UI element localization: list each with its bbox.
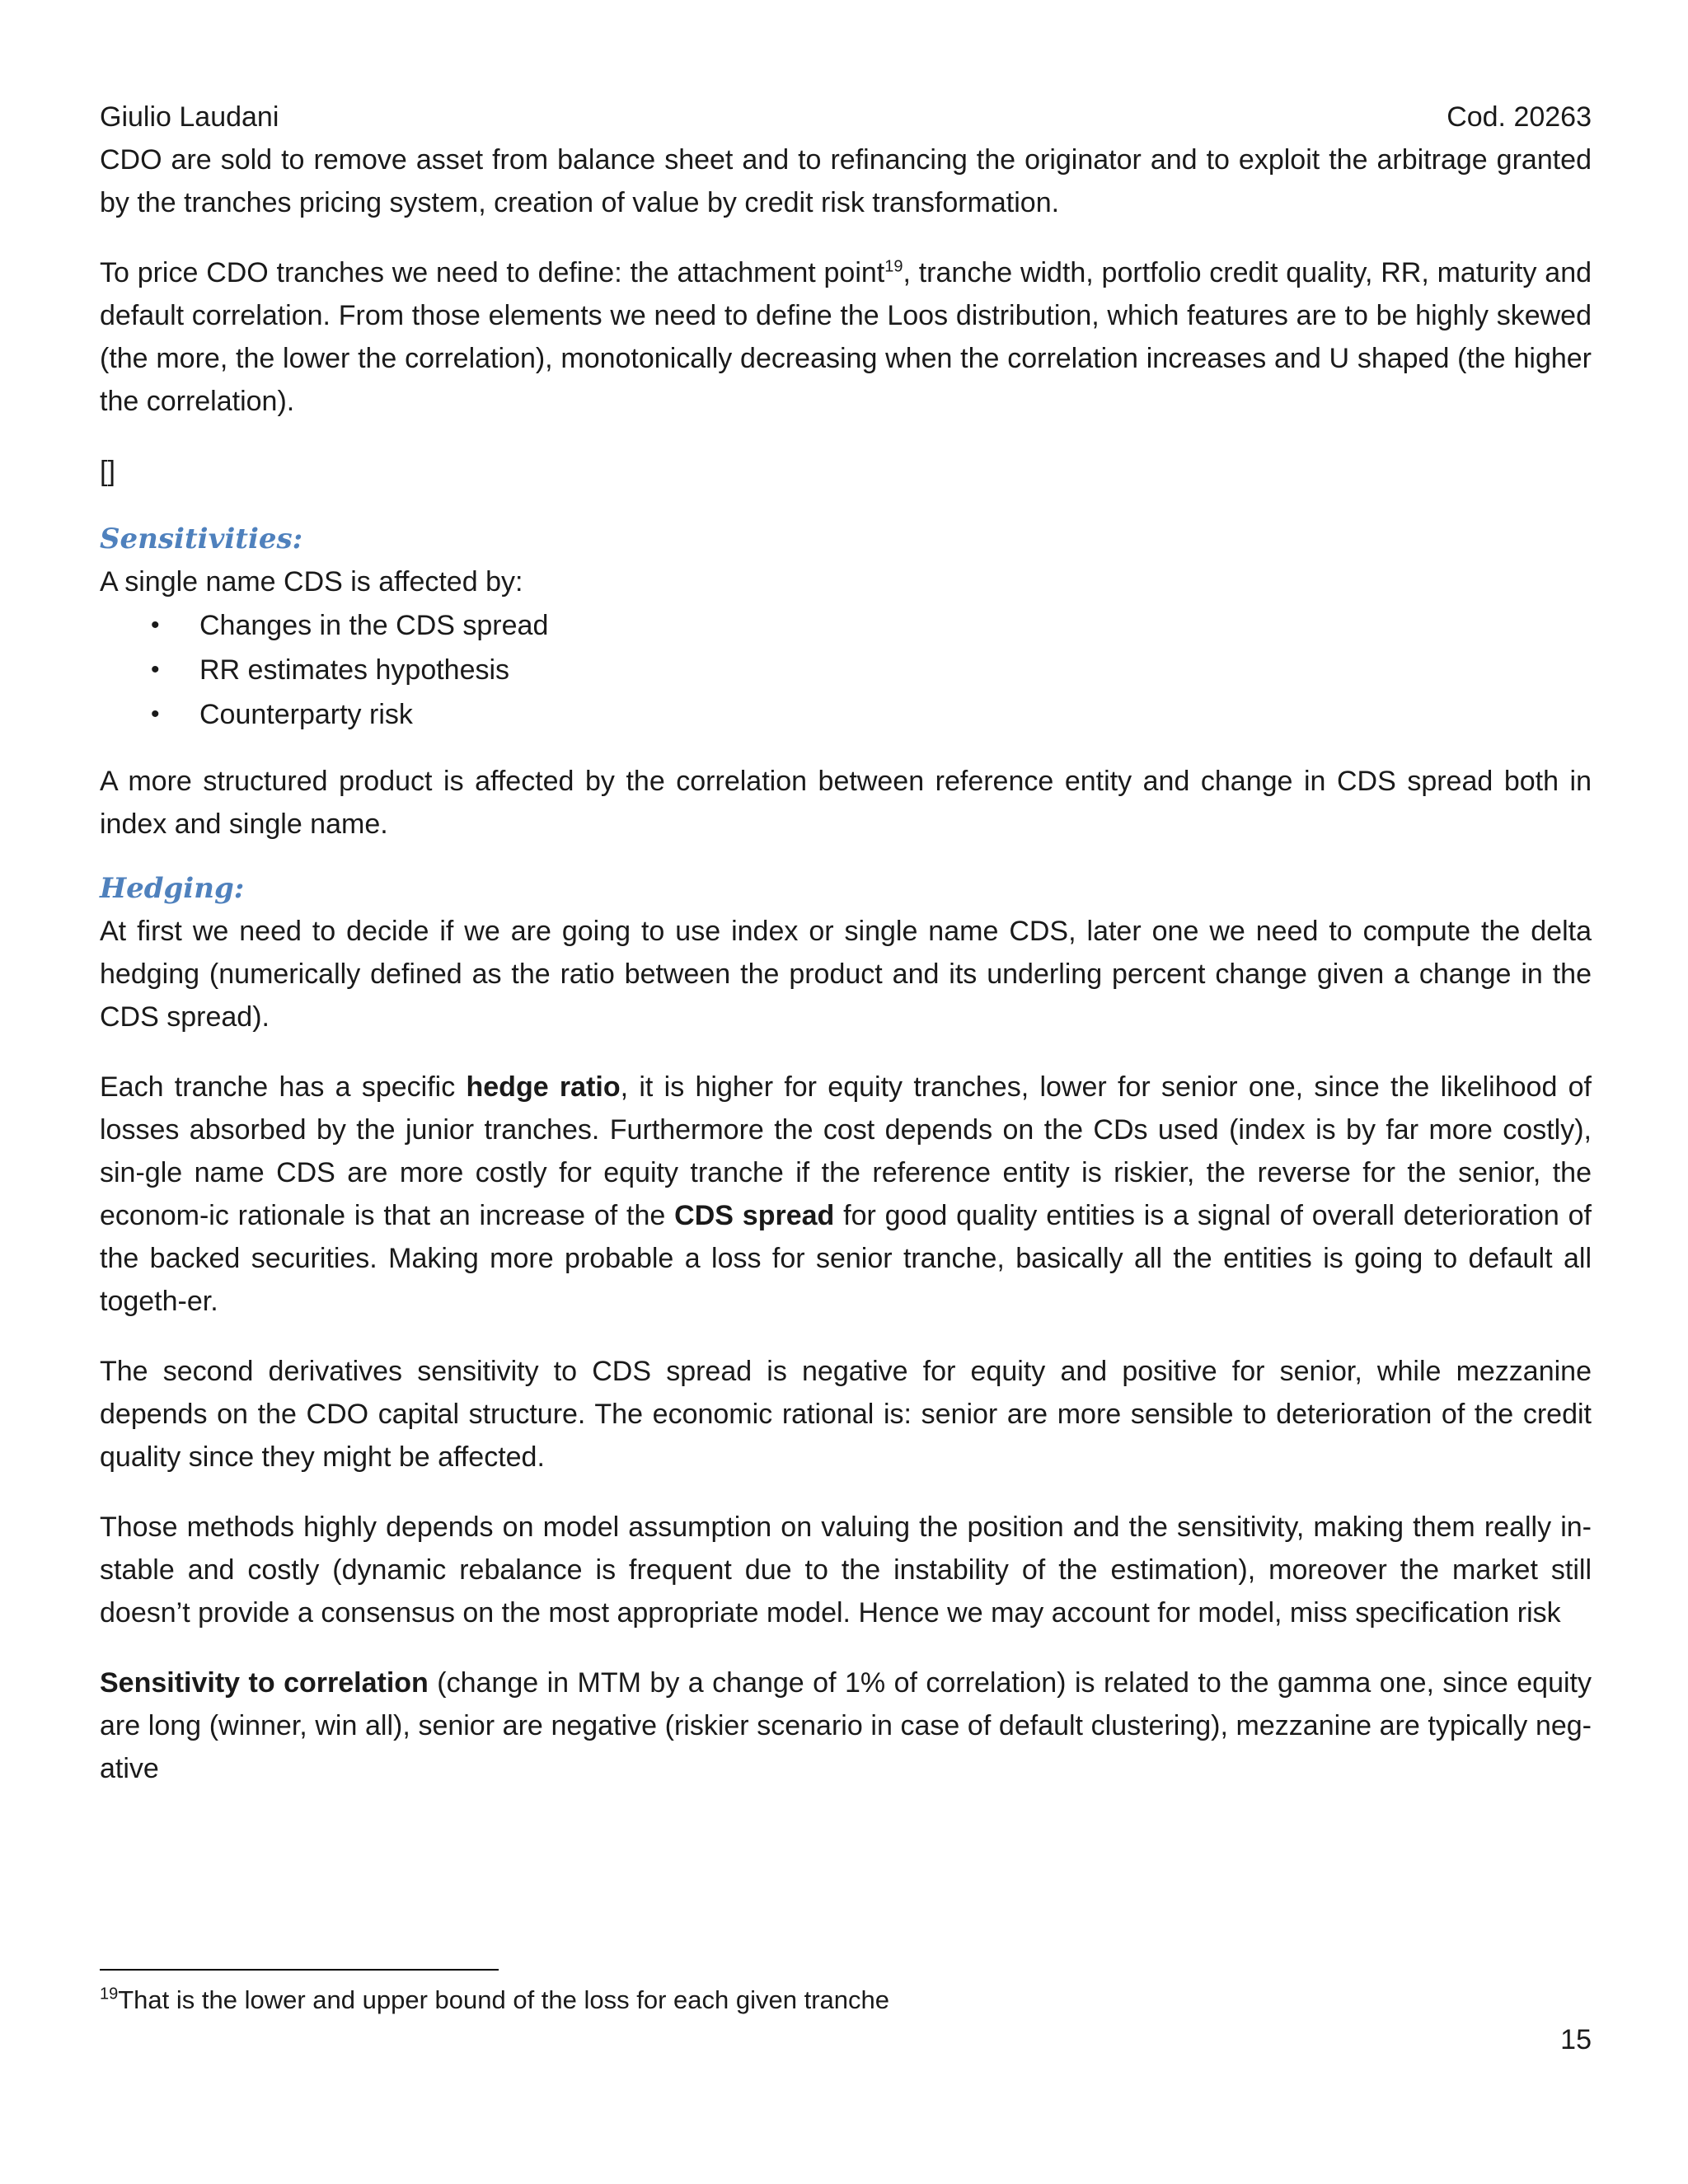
paragraph-structured-product: A more structured product is affected by the correlation between reference entity and change in CDS spread both in index and single name. [100,766,1592,840]
paragraph-placeholder: [] [100,456,115,487]
paragraph-cdo-purpose: CDO are sold to remove asset from balance sheet and to refinancing the originator and to exploit the arbitrage granted by the tranches pricing system, creation of value by credit risk transformation. [100,144,1592,218]
footnote-text: That is the lower and upper bound of the loss for each given tranche [118,1985,890,2014]
list-item: • RR estimates hypothesis [100,648,1592,692]
paragraph-pricing-b: , tranche width, portfolio credit quality, RR, maturity and default correlation. From those elements we need to define the Loos distribution, which features are to be highly skewed (the more, the lower the correlation), monotonically decreasing when the correlation increases and U shaped (the higher the correlation). [100,257,1592,417]
heading-hedging: Hedging: [100,872,245,905]
header-code: Cod. 20263 [1447,101,1592,133]
bold-sensitivity-correlation: Sensitivity to correlation [100,1667,429,1699]
sensitivities-intro: A single name CDS is affected by: [100,566,523,598]
header-author: Giulio Laudani [100,101,279,133]
text-run: , it is higher for equity tranches, lower for senior one, since the likelihood of losses absorbed by the junior tranches. Furthermore the cost depends on the CDs used (index is by far more costly), sin-gle name CDS are more costly for equity tranche if the reference entity is riskier, the reverse for the senior, the econom-ic rationale is that an increase of the [100,1071,1592,1231]
paragraph-hedge-ratio [100,1066,1592,1323]
page-number: 15 [1560,2024,1592,2055]
paragraph-second-derivative: The second derivatives sensitivity to CDS spread is negative for equity and positive for senior, while mezzanine depends on the CDO capital structure. The economic rational is: senior are more sensible to deterioration of the credit quality since they might be affected. [100,1356,1592,1473]
footnote-number: 19 [100,1985,119,2004]
footnote-ref: 19 [884,257,903,276]
paragraph-model-risk: Those methods highly depends on model assumption on valuing the position and the sensitivity, making them really in-stable and costly (dynamic rebalance is frequent due to the instability of the estimation), moreover the market still doesn’t provide a consensus on the most appropriate model. Hence we may account for model, miss specification risk [100,1511,1592,1629]
text-run: Each tranche has a specific [100,1071,467,1103]
paragraph-correlation [100,1661,1592,1790]
paragraph-pricing [100,251,1592,423]
list-item: • Changes in the CDS spread [100,603,1592,648]
footnote-divider [100,1969,499,1971]
paragraph-pricing-a: To price CDO tranches we need to define: the attachment point [100,257,885,288]
text-run: (change in MTM by a change of 1% of correlation) is related to the gamma one, since equity are long (winner, win all), senior are negative (riskier scenario in case of default clustering), mezzanine are typically neg-ative [100,1667,1592,1784]
text-run: for good quality entities is a signal of overall deterioration of the backed securities. Making more probable a loss for senior tranche, basically all the entities is going to default all togeth-er. [100,1200,1592,1317]
footnote [100,1981,889,2019]
heading-sensitivities: Sensitivities: [100,523,303,555]
list-item: • Counterparty risk [100,692,1592,737]
sensitivities-list [100,603,1592,737]
page-body [100,96,1592,1790]
page-header [100,96,1592,138]
bold-cds-spread: CDS spread [674,1200,835,1231]
paragraph-hedging-intro: At first we need to decide if we are going to use index or single name CDS, later one we need to compute the delta hedging (numerically defined as the ratio between the product and its underling percent change given a change in the CDS spread). [100,916,1592,1033]
bold-hedge-ratio: hedge ratio [466,1071,621,1103]
